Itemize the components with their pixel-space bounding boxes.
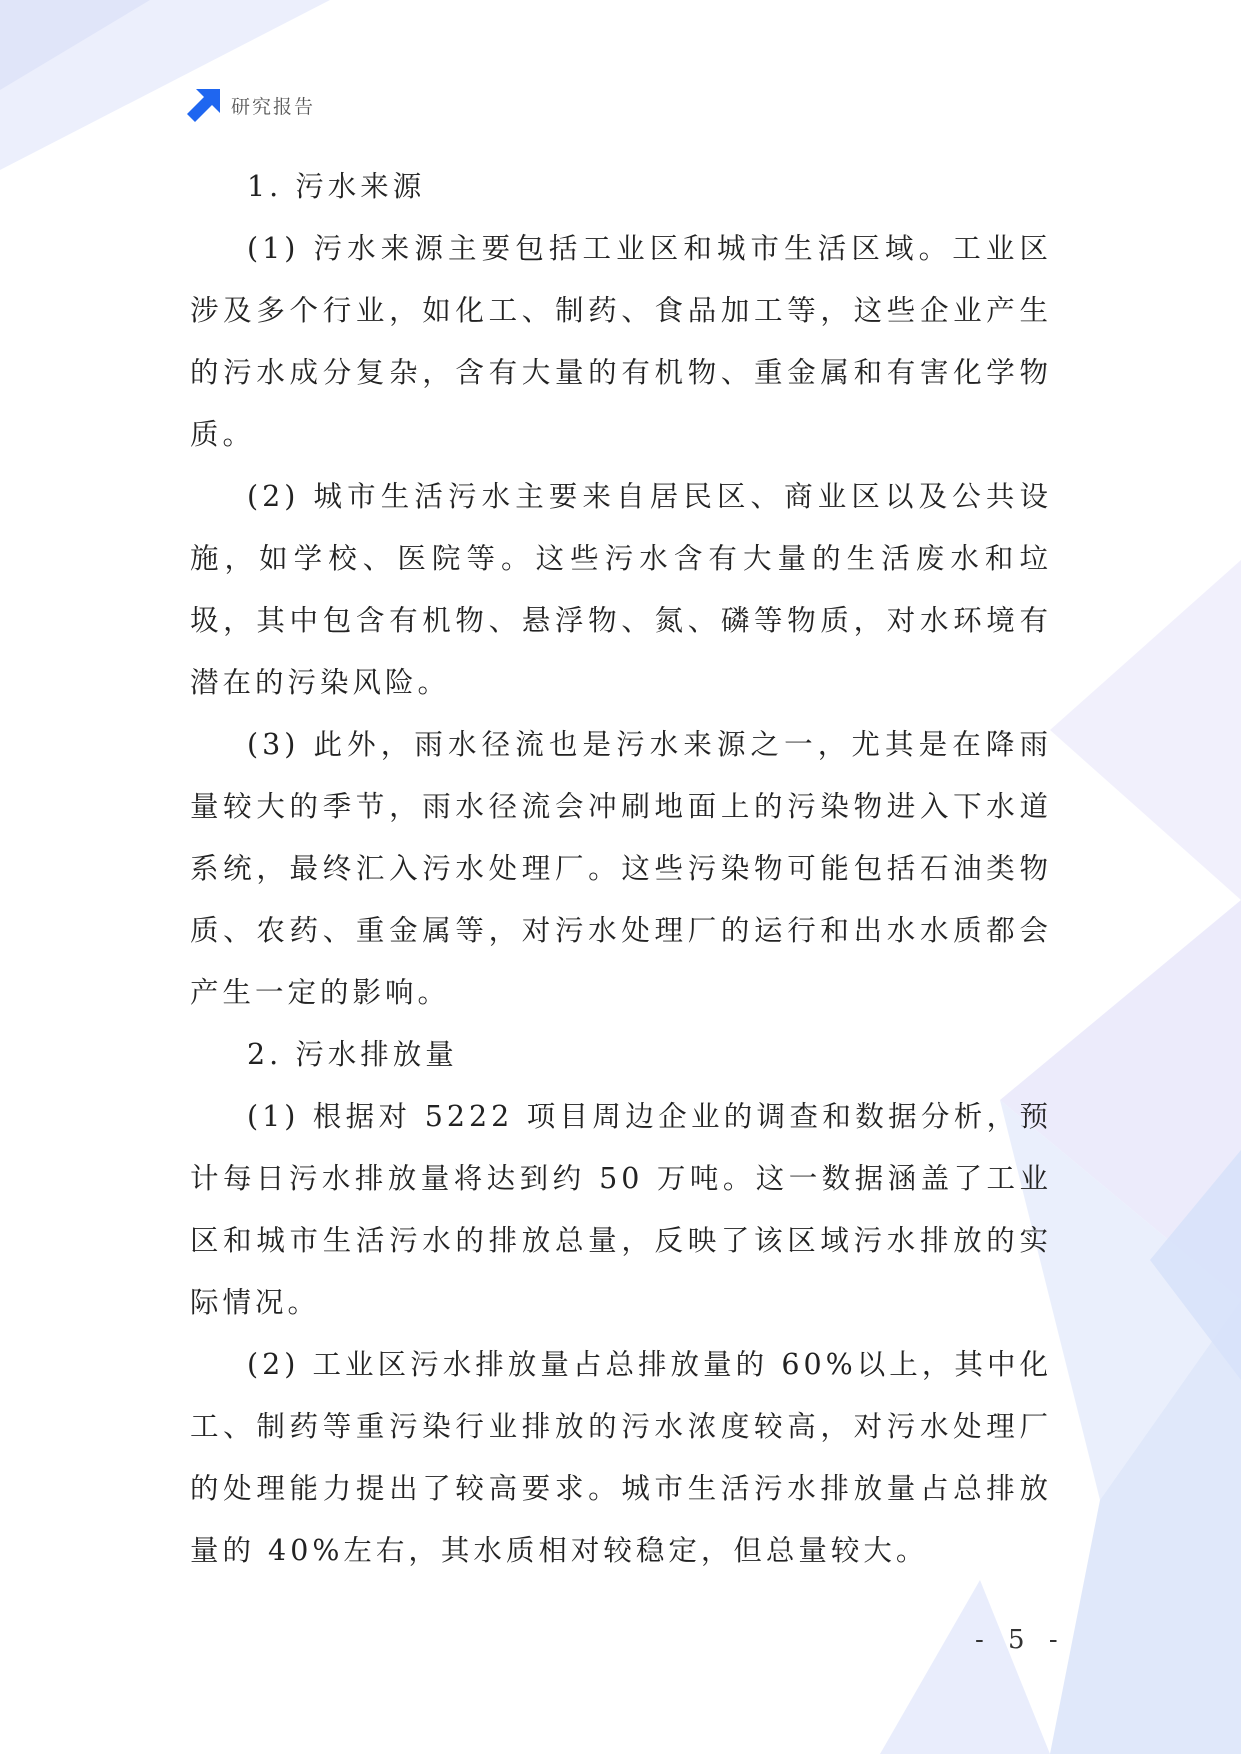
paragraph: (2) 工业区污水排放量占总排放量的 60%以上，其中化工、制药等重污染行业排放的污水浓度较高，对污水处理厂的处理能力提出了较高要求。城市生活污水排放量占总排放量的 40%左右，其水质相对较稳定，但总量较大。: [190, 1348, 1052, 1567]
paragraph: (1) 污水来源主要包括工业区和城市生活区域。工业区涉及多个行业，如化工、制药、食品加工等，这些企业产生的污水成分复杂，含有大量的有机物、重金属和有害化学物质。: [190, 232, 1052, 451]
page-number: - 5 -: [975, 1625, 1066, 1655]
document-body: [190, 156, 1052, 1582]
header-title: 研究报告: [231, 95, 316, 118]
report-header: [187, 88, 315, 122]
paragraph: (3) 此外，雨水径流也是污水来源之一，尤其是在降雨量较大的季节，雨水径流会冲刷地面上的污染物进入下水道系统，最终汇入污水处理厂。这些污染物可能包括石油类物质、农药、重金属等，对污水处理厂的运行和出水水质都会产生一定的影响。: [190, 728, 1052, 1009]
arrow-up-right-icon: [187, 88, 221, 122]
paragraph: (1) 根据对 5222 项目周边企业的调查和数据分析，预计每日污水排放量将达到约 50 万吨。这一数据涵盖了工业区和城市生活污水的排放总量，反映了该区域污水排放的实际情况。: [190, 1100, 1052, 1319]
section-heading: 2. 污水排放量: [247, 1038, 458, 1071]
paragraph: (2) 城市生活污水主要来自居民区、商业区以及公共设施，如学校、医院等。这些污水含有大量的生活废水和垃圾，其中包含有机物、悬浮物、氮、磷等物质，对水环境有潜在的污染风险。: [190, 480, 1052, 699]
section-heading: 1. 污水来源: [247, 170, 426, 203]
